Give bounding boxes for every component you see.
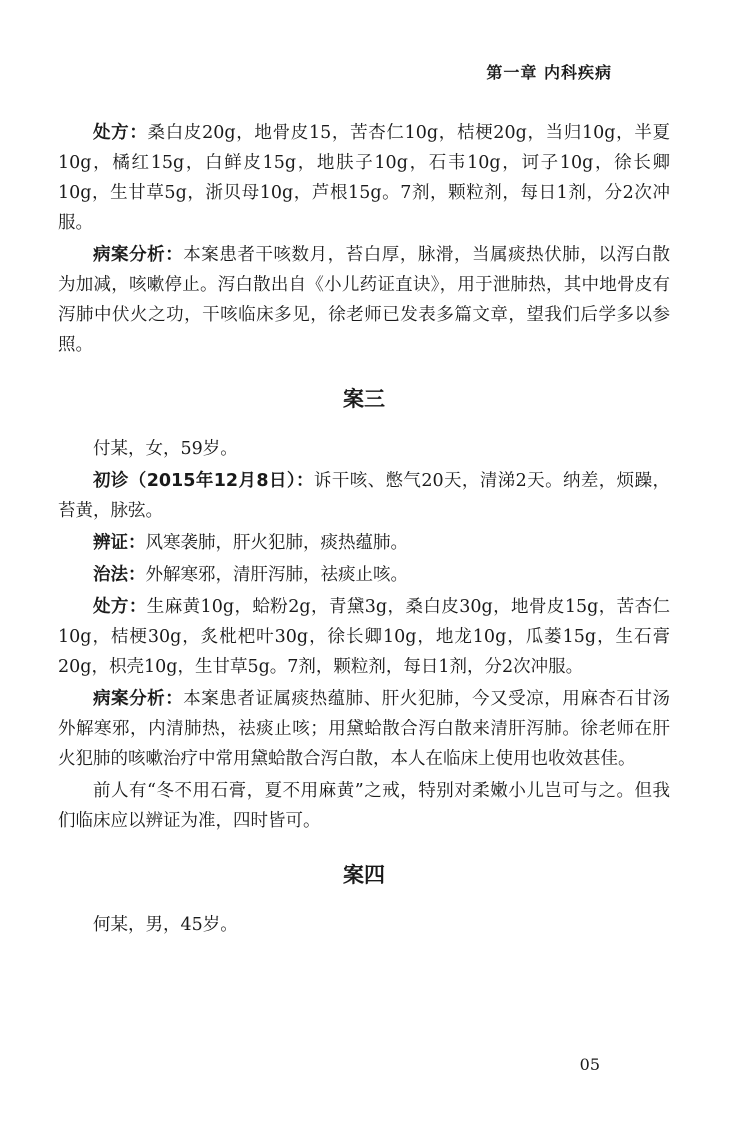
paragraph	[58, 118, 670, 238]
paragraph-text: 本案患者证属痰热蕴肺、肝火犯肺，今又受凉，用麻杏石甘汤外解寒邪，内清肺热，祛痰止咳；用黛蛤散合泻白散来清肝泻肺。徐老师在肝火犯肺的咳嗽治疗中常用黛蛤散合泻白散，本人在临床上使用也收效甚佳。	[58, 689, 671, 769]
case-heading: 案四	[343, 863, 385, 887]
paragraph	[58, 684, 670, 774]
paragraph-label: 病案分析：	[93, 689, 184, 709]
header-divider	[52, 88, 678, 89]
paragraph	[58, 466, 670, 526]
paragraph-text: 桑白皮20g，地骨皮15，苦杏仁10g，桔梗20g，当归10g，半夏10g，橘红15g，白鲜皮15g，地肤子10g，石韦10g，诃子10g，徐长卿10g，生甘草5g，浙贝母10g，芦根15g。7剂，颗粒剂，每日1剂，分2次冲服。	[58, 123, 671, 233]
paragraph	[58, 776, 670, 836]
page-body	[58, 118, 670, 942]
paragraph-text: 生麻黄10g，蛤粉2g，青黛3g，桑白皮30g，地骨皮15g，苦杏仁10g，桔梗30g，炙枇杷叶30g，徐长卿10g，地龙10g，瓜蒌15g，生石膏20g，枳壳10g，生甘草5g。7剂，颗粒剂，每日1剂，分2次冲服。	[58, 597, 670, 677]
paragraph-text: 风寒袭肺，肝火犯肺，痰热蕴肺。	[145, 533, 408, 553]
paragraph-text: 付某，女，59岁。	[93, 439, 238, 459]
paragraph	[58, 528, 670, 558]
paragraph	[58, 560, 670, 590]
paragraph	[58, 240, 670, 360]
paragraph-text: 外解寒邪，清肝泻肺，祛痰止咳。	[145, 565, 408, 585]
paragraph-label: 初诊（2015年12月8日）：	[93, 471, 314, 491]
paragraph-label: 病案分析：	[93, 245, 184, 265]
paragraph	[58, 592, 670, 682]
paragraph-label: 处方：	[93, 123, 148, 143]
paragraph	[58, 434, 670, 464]
paragraph-text: 本案患者干咳数月，苔白厚，脉滑，当属痰热伏肺，以泻白散为加减，咳嗽停止。泻白散出自《小儿药证直诀》，用于泄肺热，其中地骨皮有泻肺中伏火之功，干咳临床多见，徐老师已发表多篇文章，望我们后学多以参照。	[58, 245, 671, 355]
paragraph-label: 辨证：	[93, 533, 146, 553]
paragraph-text: 何某，男，45岁。	[93, 915, 238, 935]
paragraph-label: 治法：	[93, 565, 146, 585]
page-number: 05	[579, 1055, 600, 1074]
case-heading: 案三	[343, 387, 385, 411]
paragraph-text: 前人有“冬不用石膏，夏不用麻黄”之戒，特别对柔嫩小儿岂可与之。但我们临床应以辨证为准，四时皆可。	[58, 781, 670, 831]
paragraph-label: 处方：	[93, 597, 147, 617]
paragraph-text: 诉干咳、憋气20天，清涕2天。纳差，烦躁，苔黄，脉弦。	[58, 471, 670, 521]
paragraph	[58, 910, 670, 940]
running-header: 第一章 内科疾病	[486, 63, 612, 82]
